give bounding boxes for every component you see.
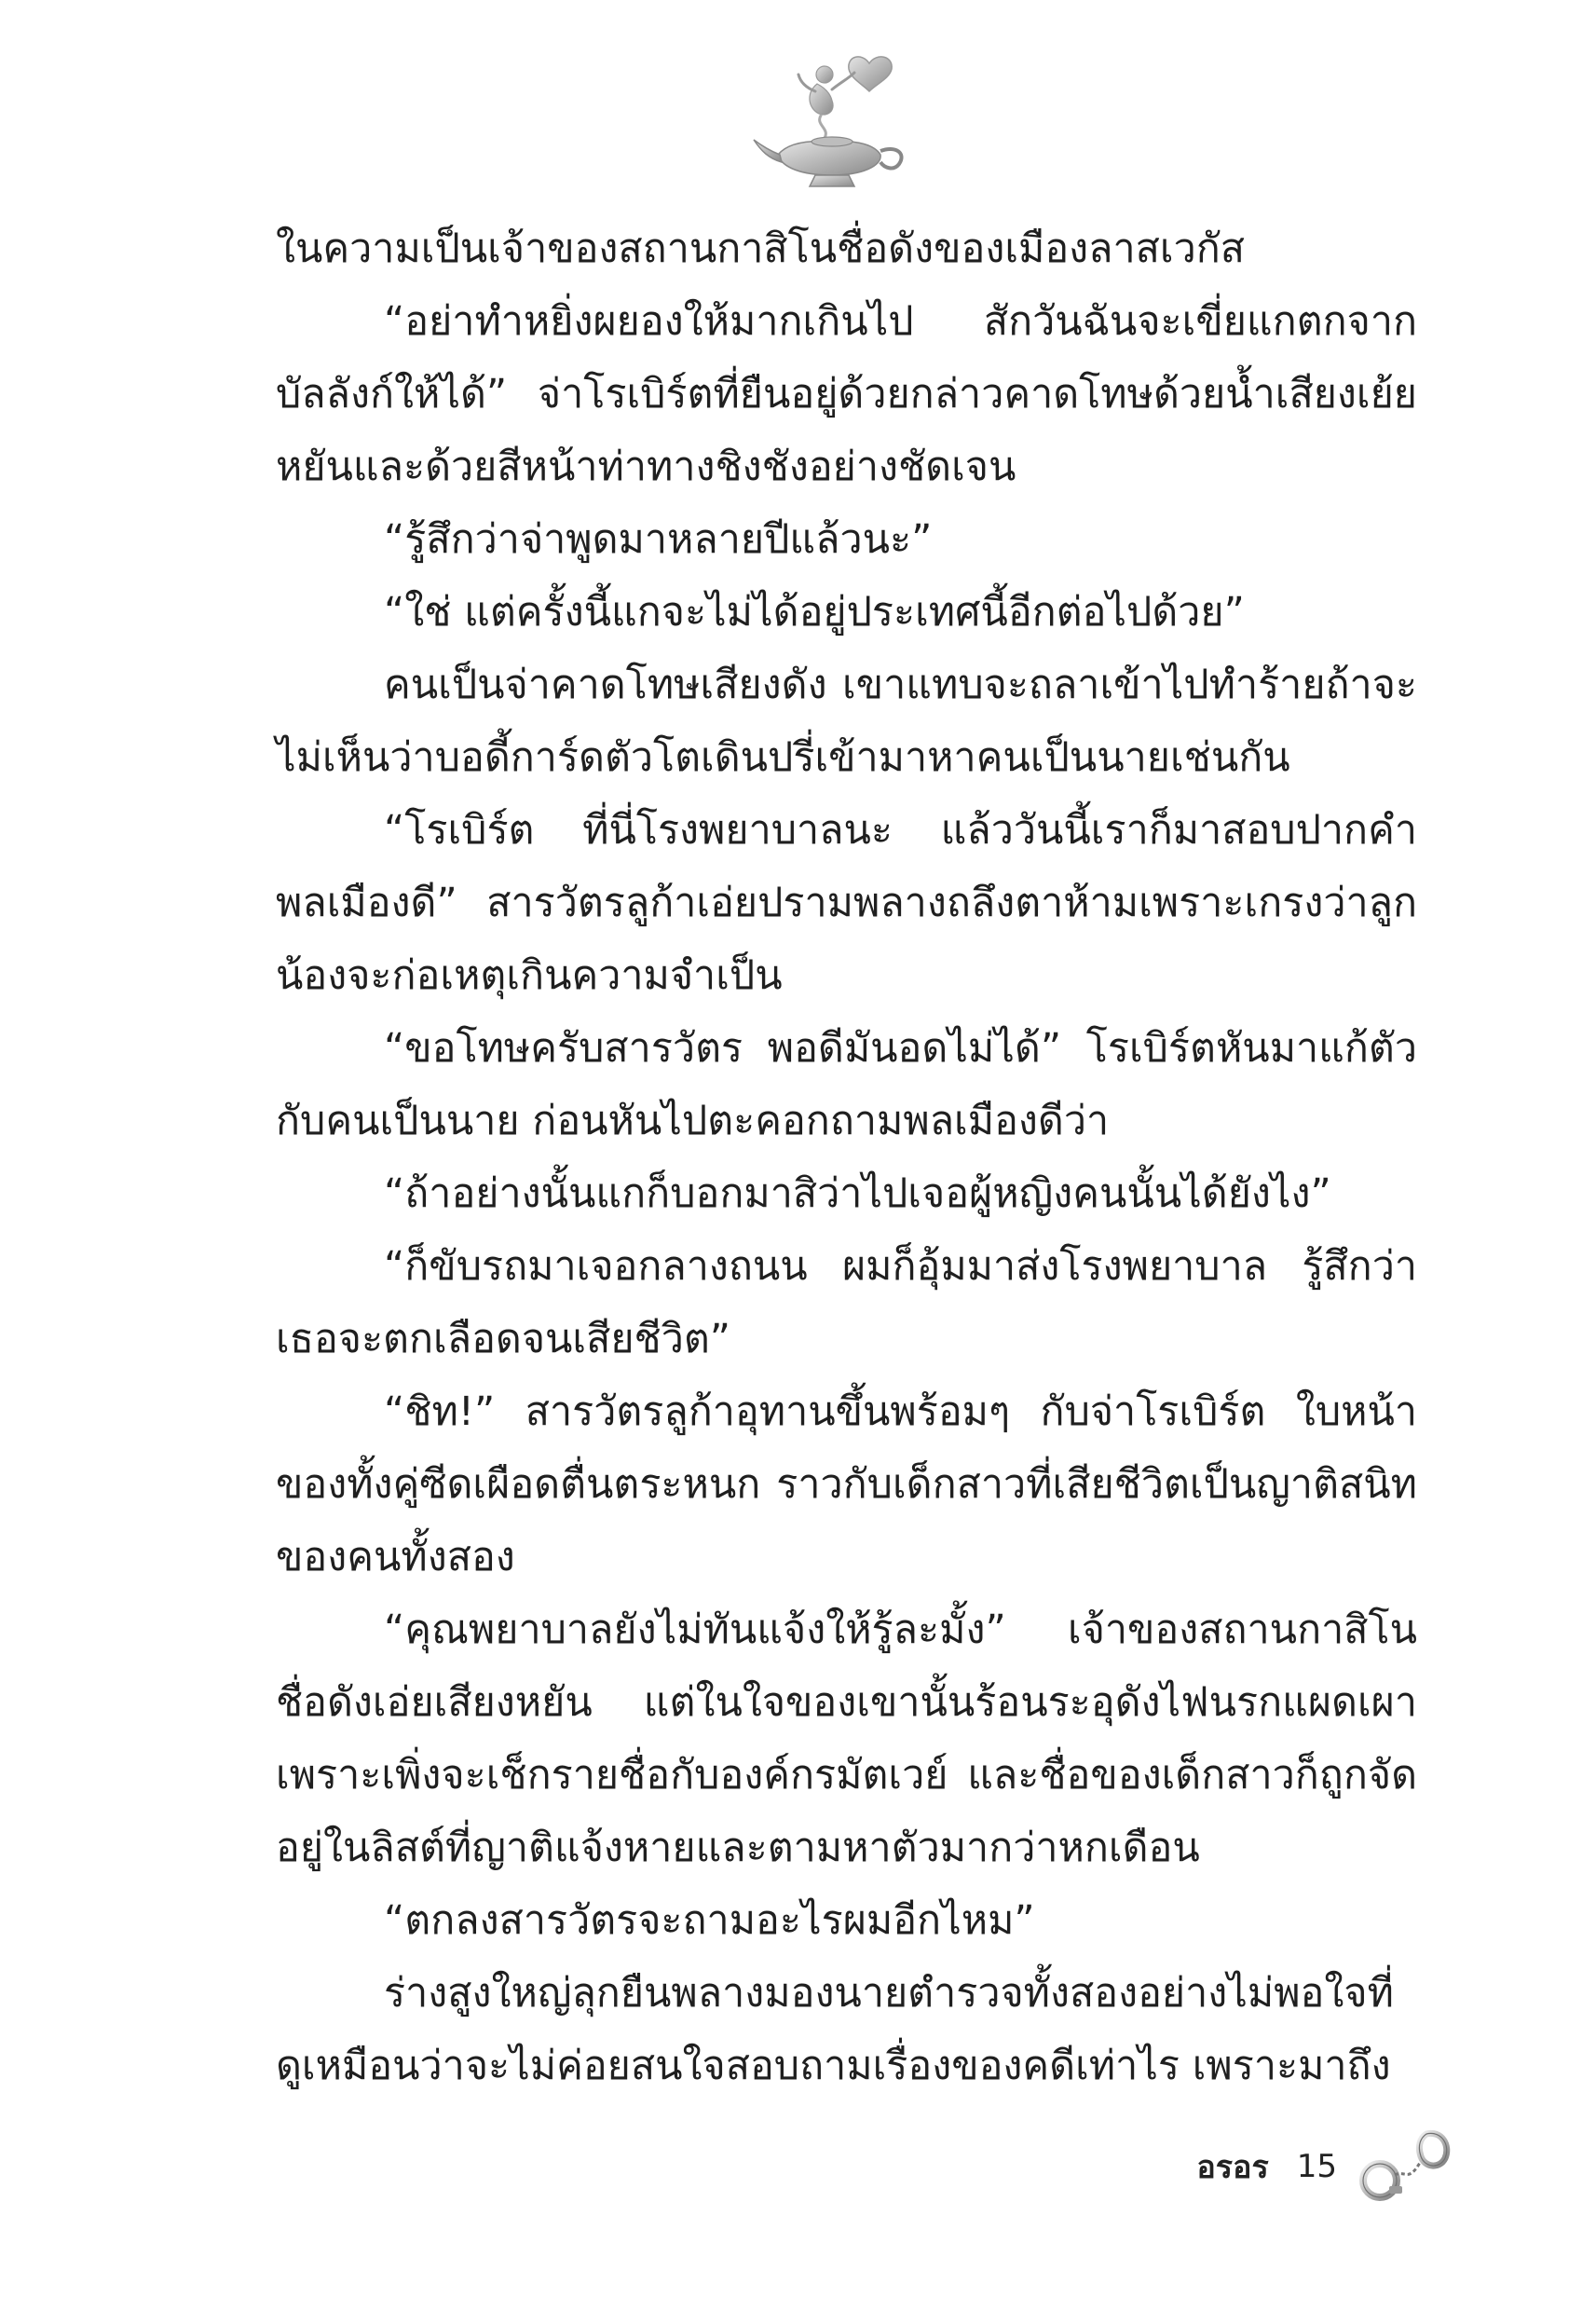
paragraph: “ชิท!” สารวัตรลูก้าอุทานขึ้นพร้อมๆ กับจ่าโรเบิร์ต ใบหน้าของทั้งคู่ซีดเผือดตื่นตระหนก ราวกับเด็กสาวที่เสียชีวิตเป็นญาติสนิทของคนทั้งสอง [276, 1388, 1417, 1580]
paragraph: “อย่าทำหยิ่งผยองให้มากเกินไป สักวันฉันจะเขี่ยแกตกจากบัลลังก์ให้ได้” จ่าโรเบิร์ตที่ยืนอยู่ด้วยกล่าวคาดโทษด้วยน้ำเสียงเย้ยหยันและด้วยสีหน้าท่าทางชิงชังอย่างชัดเจน [276, 298, 1417, 490]
paragraph: “ใช่ แต่ครั้งนี้แกจะไม่ได้อยู่ประเทศนี้อีกต่อไปด้วย” [384, 589, 1245, 636]
body-text [276, 212, 1417, 2102]
paragraph: “ขอโทษครับสารวัตร พอดีมันอดไม่ได้” โรเบิร์ตหันมาแก้ตัวกับคนเป็นนาย ก่อนหันไปตะคอกถามพลเมืองดีว่า [276, 1025, 1417, 1144]
paragraph: “คุณพยาบาลยังไม่ทันแจ้งให้รู้ละมั้ง” เจ้าของสถานกาสิโนชื่อดังเอ่ยเสียงหยัน แต่ในใจของเขานั้นร้อนระอุดังไฟนรกแผดเผา เพราะเพิ่งจะเช็กรายชื่อกับองค์กรมัตเวย์ และชื่อของเด็กสาวก็ถูกจัดอยู่ในลิสต์ที่ญาติแจ้งหายและตามหาตัวมากว่าหกเดือน [276, 1607, 1417, 1871]
paragraph: ร่างสูงใหญ่ลุกยืนพลางมองนายตำรวจทั้งสองอย่างไม่พอใจที่ดูเหมือนว่าจะไม่ค่อยสนใจสอบถามเรื่องของคดีเท่าไร เพราะมาถึง [276, 1970, 1394, 2089]
paragraph: “ตกลงสารวัตรจะถามอะไรผมอีกไหม” [384, 1897, 1035, 1944]
paragraph: “รู้สึกว่าจ่าพูดมาหลายปีแล้วนะ” [384, 516, 933, 563]
paragraph: “ถ้าอย่างนั้นแกก็บอกมาสิว่าไปเจอผู้หญิงคนนั้นได้ยังไง” [384, 1170, 1331, 1217]
paragraph: “ก็ขับรถมาเจอกลางถนน ผมก็อุ้มมาส่งโรงพยาบาล รู้สึกว่าเธอจะตกเลือดจนเสียชีวิต” [276, 1243, 1417, 1362]
paragraph: “โรเบิร์ต ที่นี่โรงพยาบาลนะ แล้ววันนี้เราก็มาสอบปากคำพลเมืองดี” สารวัตรลูก้าเอ่ยปรามพลางถลึงตาห้ามเพราะเกรงว่าลูกน้องจะก่อเหตุเกินความจำเป็น [276, 807, 1417, 999]
paragraph: คนเป็นจ่าคาดโทษเสียงดัง เขาแทบจะถลาเข้าไปทำร้ายถ้าจะไม่เห็นว่าบอดี้การ์ดตัวโตเดินปรี่เข้ามาหาคนเป็นนายเช่นกัน [276, 662, 1417, 781]
handcuffs-icon [1354, 2125, 1456, 2208]
page-footer [1196, 2125, 1456, 2208]
genie-lamp-icon [750, 47, 918, 196]
page-number: 15 [1296, 2148, 1337, 2185]
book-title: อรอร [1196, 2149, 1269, 2186]
paragraph: ในความเป็นเจ้าของสถานกาสิโนชื่อดังของเมืองลาสเวกัส [276, 226, 1246, 272]
